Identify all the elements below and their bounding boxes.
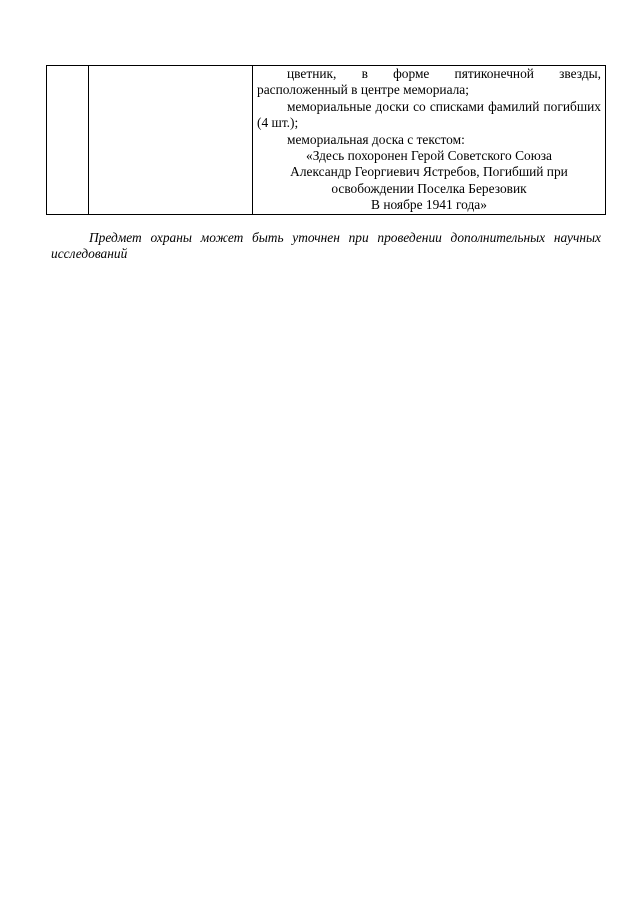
item-memorial-boards: мемориальные доски со списками фамилий погибших (4 шт.); — [257, 98, 601, 131]
inscription-line: освобождении Поселка Березовик — [331, 180, 527, 196]
row-description-cell — [253, 66, 606, 215]
inscription-line: В ноябре 1941 года» — [371, 197, 487, 213]
protection-table — [46, 65, 606, 215]
inscription-line: Александр Георгиевич Ястребов, Погибший при — [290, 164, 568, 180]
protection-note: Предмет охраны может быть уточнен при проведении дополнительных научных исследований — [51, 230, 601, 262]
row-number-cell — [47, 66, 89, 215]
table-row — [47, 66, 606, 215]
item-memorial-plaque: мемориальная доска с текстом: — [287, 131, 465, 147]
row-name-cell — [89, 66, 253, 215]
item-flowerbed: цветник, в форме пятиконечной звезды, расположенный в центре мемориала; — [257, 66, 601, 98]
inscription-line: «Здесь похоронен Герой Советского Союза — [306, 148, 552, 164]
